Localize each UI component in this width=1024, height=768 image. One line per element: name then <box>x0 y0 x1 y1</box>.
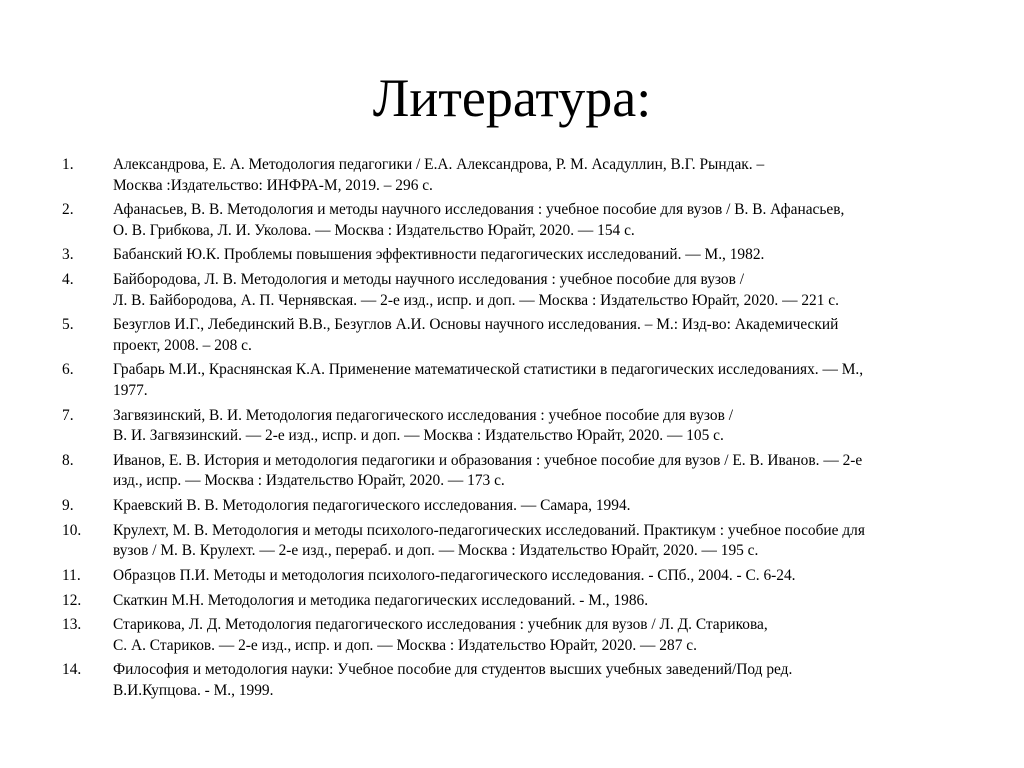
reference-number: 1. <box>62 156 74 173</box>
reference-text: Александрова, Е. А. Методология педагогики / Е.А. Александрова, Р. М. Асадуллин, В.Г. Рындак. – Москва :Издательство: ИНФРА-М, 2019. – 296 с. <box>113 156 765 194</box>
reference-text: Грабарь М.И., Краснянская К.А. Применение математической статистики в педагогических исследованиях. — М., 1977. <box>113 361 864 399</box>
reference-text: Краевский В. В. Методология педагогического исследования. — Самара, 1994. <box>113 497 631 514</box>
reference-item <box>62 615 972 656</box>
reference-item <box>62 451 972 492</box>
reference-number: 8. <box>62 451 74 469</box>
reference-item <box>62 660 972 701</box>
reference-text: Афанасьев, В. В. Методология и методы научного исследования : учебное пособие для вузов / В. В. Афанасьев, О. В. Грибкова, Л. И. Уколова. — Москва : Издательство Юрайт, 2020. — 154 с. <box>113 201 845 239</box>
reference-list <box>62 155 972 706</box>
reference-number: 3. <box>62 246 74 264</box>
reference-item <box>62 496 972 517</box>
reference-item <box>62 200 972 241</box>
reference-number: 2. <box>62 201 74 219</box>
page-title: Литература: <box>372 68 652 128</box>
reference-item <box>62 155 972 196</box>
reference-number: 4. <box>62 271 74 289</box>
reference-text: Старикова, Л. Д. Методология педагогического исследования : учебник для вузов / Л. Д. Старикова, С. А. Стариков. — 2-е изд., испр. и доп. — Москва : Издательство Юрайт, 2020. — 287 с. <box>113 616 768 654</box>
reference-text: Бабанский Ю.К. Проблемы повышения эффективности педагогических исследований. — М., 1982. <box>113 246 765 264</box>
reference-text: Загвязинский, В. И. Методология педагогического исследования : учебное пособие для вузов / В. И. Загвязинский. — 2-е изд., испр. и доп. — Москва : Издательство Юрайт, 2020. — 105 с. <box>113 406 733 445</box>
reference-item <box>62 521 972 562</box>
reference-number: 12. <box>62 591 82 609</box>
reference-item <box>62 245 972 266</box>
reference-text: Крулехт, М. В. Методология и методы психолого-педагогических исследований. Практикум : учебное пособие для вузов / М. В. Крулехт. — 2-е изд., перераб. и доп. — Москва : Издательство Юрайт, 2020. — 195 с. <box>113 521 865 560</box>
reference-item <box>62 315 972 356</box>
reference-number: 5. <box>62 316 74 334</box>
reference-text: Иванов, Е. В. История и методология педагогики и образования : учебное пособие для вузов / Е. В. Иванов. — 2-е изд., испр. — Москва : Издательство Юрайт, 2020. — 173 с. <box>113 451 863 490</box>
reference-text: Философия и методология науки: Учебное пособие для студентов высших учебных заведений/Под ред. В.И.Купцова. - М., 1999. <box>113 661 793 699</box>
reference-number: 6. <box>62 361 74 379</box>
reference-text: Безуглов И.Г., Лебединский В.В., Безуглов А.И. Основы научного исследования. – М.: Изд-во: Академический проект, 2008. – 208 с. <box>113 316 839 354</box>
reference-item <box>62 360 972 401</box>
reference-text: Байбородова, Л. В. Методология и методы научного исследования : учебное пособие для вузов / Л. В. Байбородова, А. П. Чернявская. — 2-е изд., испр. и доп. — Москва : Издательство Юрайт, 2020. — 221 с. <box>113 271 839 309</box>
reference-item <box>62 270 972 311</box>
reference-number: 14. <box>62 661 82 679</box>
reference-number: 13. <box>62 616 82 634</box>
reference-number: 9. <box>62 497 74 514</box>
reference-text: Скаткин М.Н. Методология и методика педагогических исследований. - М., 1986. <box>113 591 649 609</box>
reference-item <box>62 591 972 612</box>
reference-number: 7. <box>62 406 74 424</box>
reference-item <box>62 406 972 447</box>
reference-number: 11. <box>62 566 81 584</box>
reference-item <box>62 566 972 587</box>
reference-number: 10. <box>62 521 82 539</box>
reference-text: Образцов П.И. Методы и методология психолого-педагогического исследования. - СПб., 2004. - С. 6-24. <box>113 566 796 584</box>
